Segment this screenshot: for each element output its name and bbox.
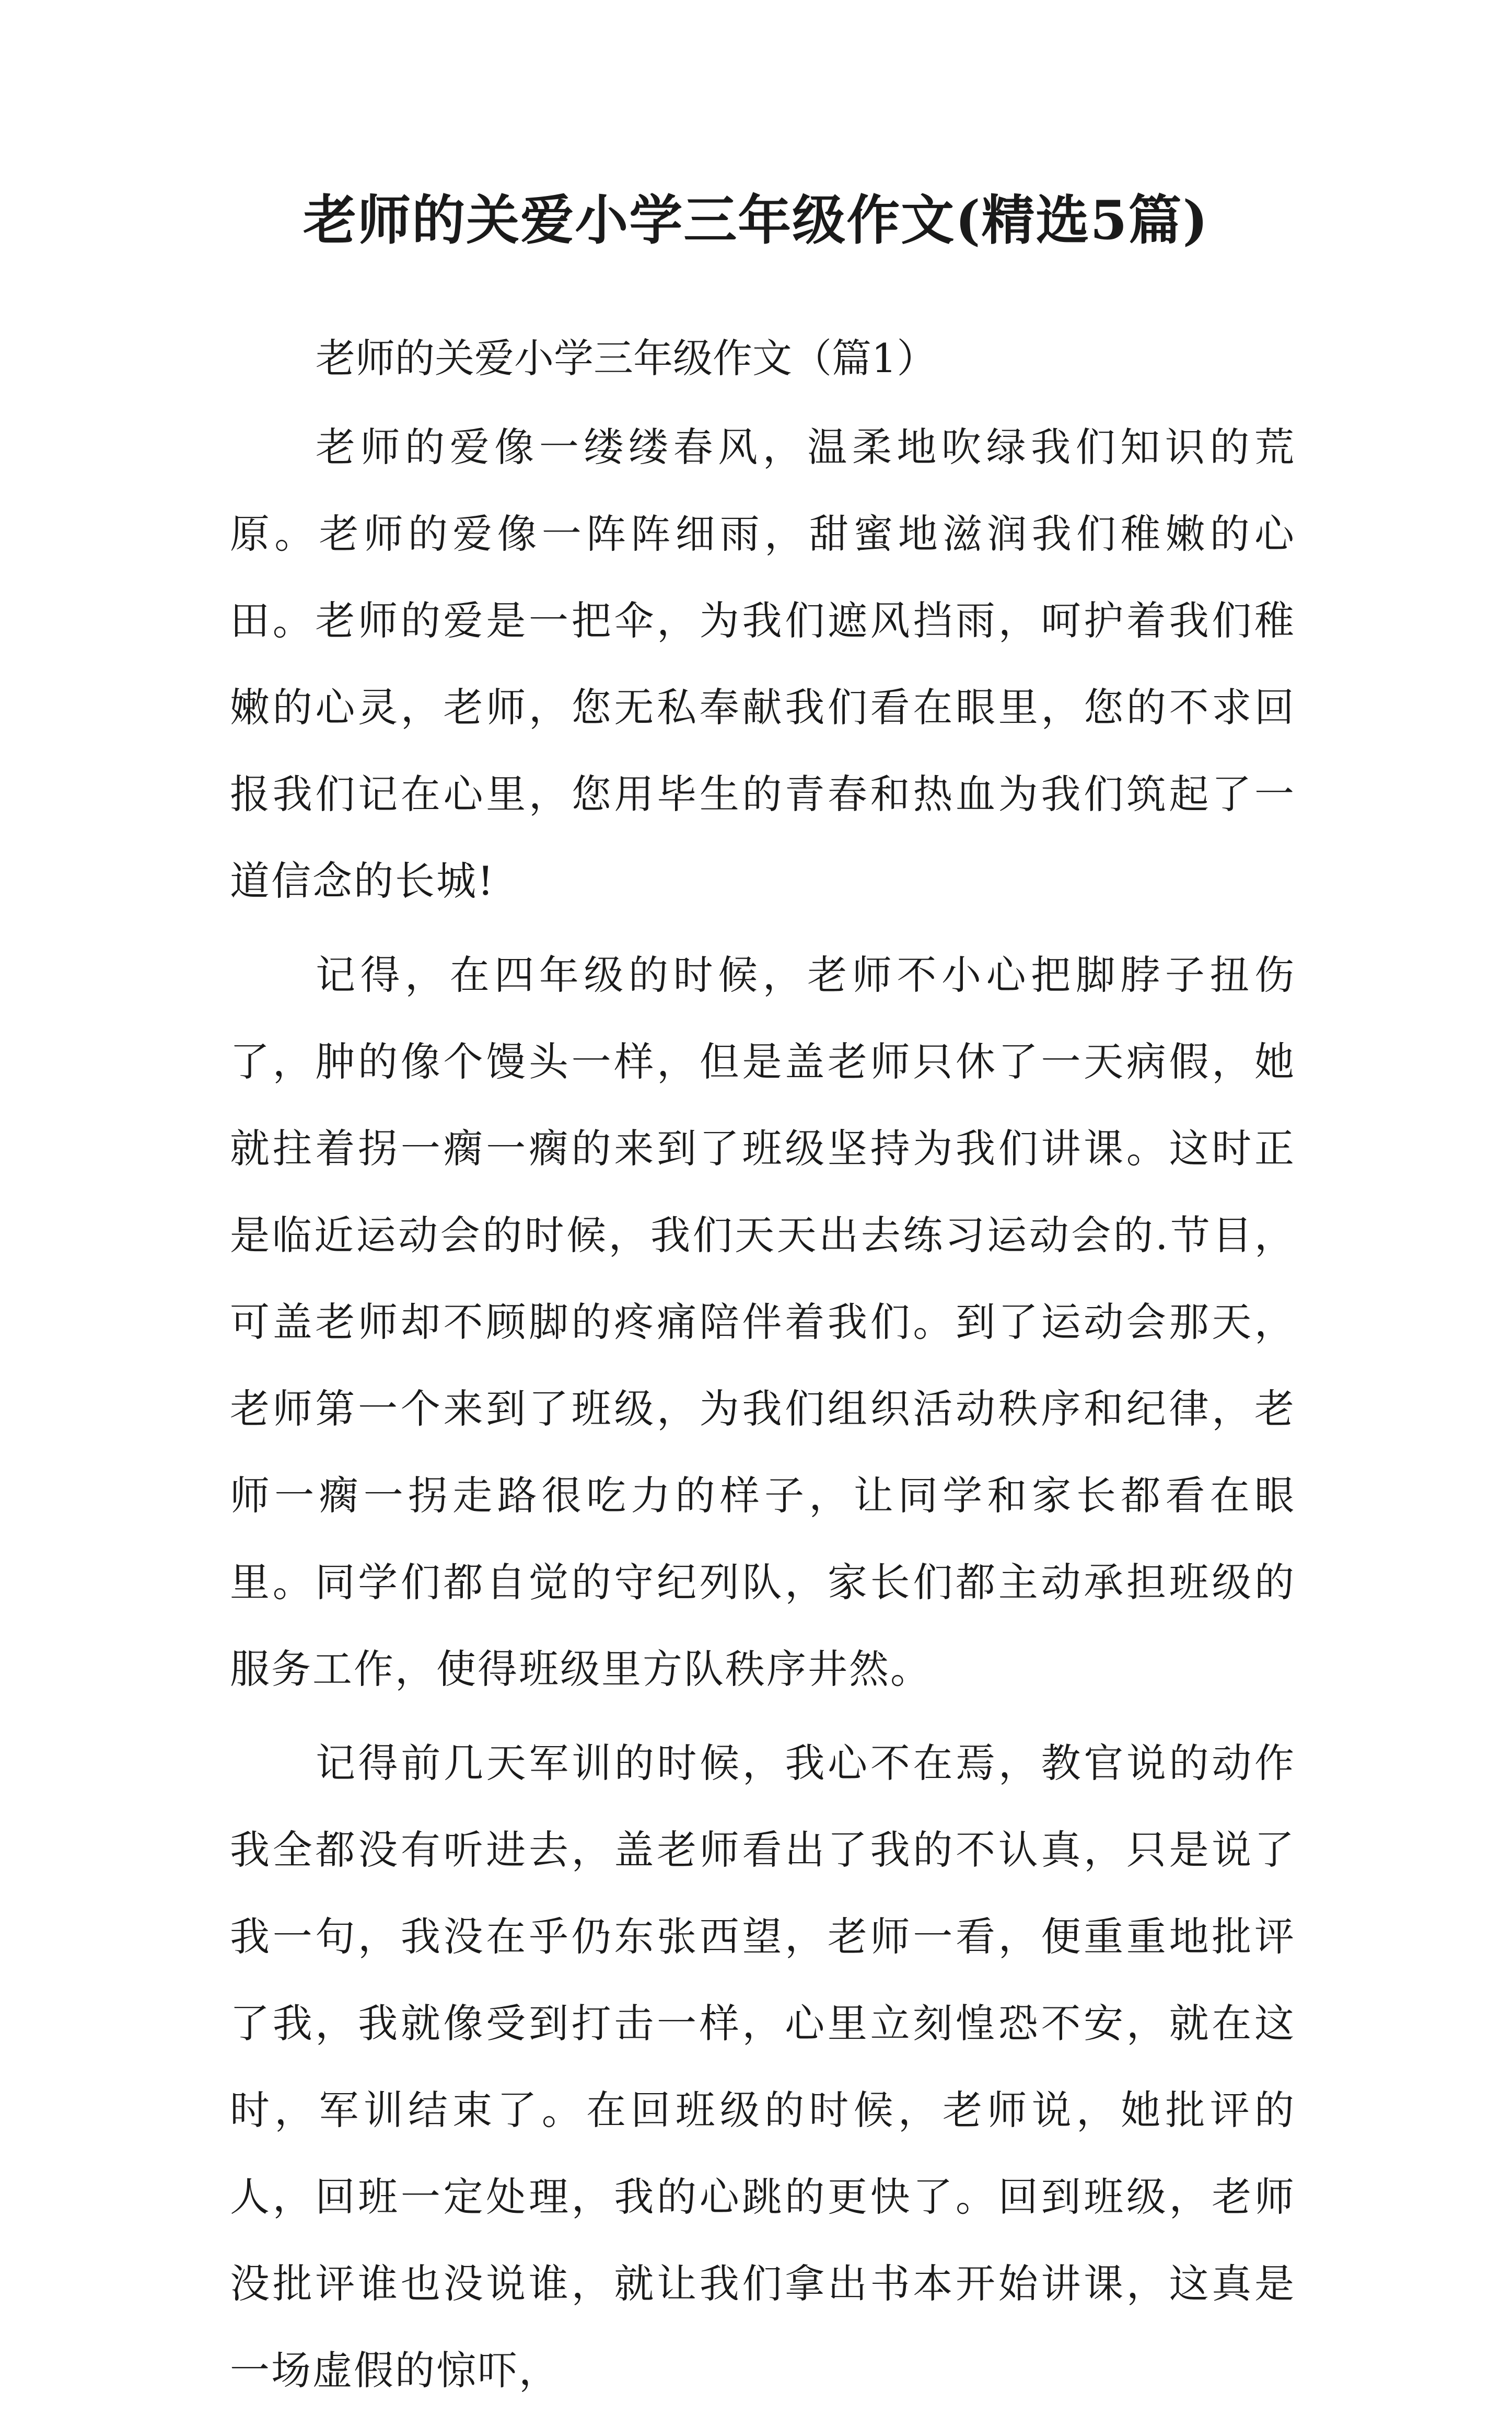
paragraph: 老师的爱像一缕缕春风，温柔地吹绿我们知识的荒原。老师的爱像一阵阵细雨，甜蜜地滋润我们稚嫩的心田。老师的爱是一把伞，为我们遮风挡雨，呵护着我们稚嫩的心灵，老师，您无私奉献我们看在眼里，您的不求回报我们记在心里，您用毕生的青春和热血为我们筑起了一道信念的长城!: [230, 424, 1296, 904]
document-body: [230, 313, 1296, 2414]
paragraph: 记得前几天军训的时候，我心不在焉，教官说的动作我全都没有听进去，盖老师看出了我的不认真，只是说了我一句，我没在乎仍东张西望，老师一看，便重重地批评了我，我就像受到打击一样，心里立刻惶恐不安，就在这时，军训结束了。在回班级的时候，老师说，她批评的人，回班一定处理，我的心跳的更快了。回到班级，老师没批评谁也没说谁，就让我们拿出书本开始讲课，这真是一场虚假的惊吓，: [230, 1740, 1296, 2394]
document-title: 老师的关爱小学三年级作文(精选5篇): [303, 189, 1209, 252]
paragraph: 记得，在四年级的时候，老师不小心把脚脖子扭伤了，肿的像个馒头一样，但是盖老师只休了一天病假，她就拄着拐一瘸一瘸的来到了班级坚持为我们讲课。这时正是临近运动会的时候，我们天天出去练习运动会的.节目，可盖老师却不顾脚的疼痛陪伴着我们。到了运动会那天，老师第一个来到了班级，为我们组织活动秩序和纪律，老师一瘸一拐走路很吃力的样子，让同学和家长都看在眼里。同学们都自觉的守纪列队，家长们都主动承担班级的服务工作，使得班级里方队秩序井然。: [230, 952, 1296, 1692]
section-heading: 老师的关爱小学三年级作文（篇1）: [316, 335, 937, 382]
